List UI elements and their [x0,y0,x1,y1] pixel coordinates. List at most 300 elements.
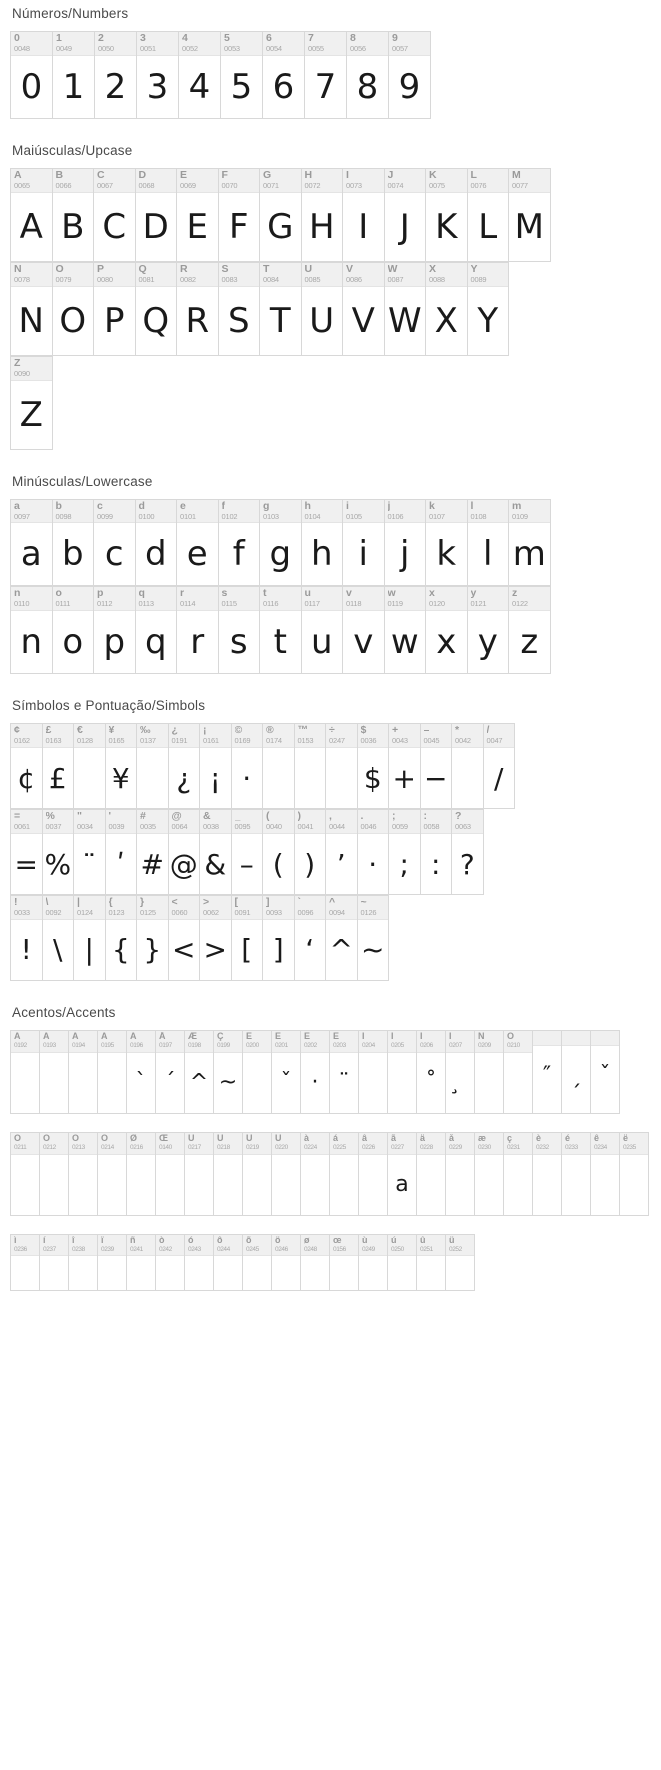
glyph-cell[interactable] [426,169,468,262]
glyph-cell[interactable] [452,724,484,809]
glyph-cell[interactable] [326,896,358,981]
glyph-cell[interactable] [11,724,43,809]
glyph-cell[interactable] [417,1133,446,1216]
glyph-cell[interactable] [620,1133,649,1216]
glyph-cell[interactable] [43,810,75,895]
glyph-cell[interactable] [263,810,295,895]
glyph-render: \ [53,933,63,967]
glyph-char-label: Ã [101,1031,108,1041]
glyph-char-label: £ [45,725,52,737]
glyph-render [137,748,168,808]
glyph-char-label: ë [623,1133,629,1143]
glyph-cell[interactable] [475,1031,504,1114]
glyph-render: z [520,622,539,663]
glyph-cell[interactable] [169,810,201,895]
glyph-render: U [309,300,335,341]
glyph-cell[interactable] [94,587,136,674]
glyph-render: O [59,300,87,341]
glyph-cell[interactable] [385,263,427,356]
glyph-render [11,1155,39,1215]
glyph-char-label: 3 [140,33,146,44]
glyph-cell-header [533,1133,561,1155]
glyph-code-label: 0075 [429,180,445,190]
glyph-cell[interactable] [185,1133,214,1216]
glyph-code-label: 0039 [108,822,125,832]
glyph-cell[interactable] [504,1133,533,1216]
glyph-render [98,1053,126,1113]
glyph-cell-header [106,724,137,748]
glyph-char-label: ì [14,1235,17,1245]
glyph-char-label: \ [45,897,49,908]
glyph-cell[interactable] [385,587,427,674]
glyph-cell[interactable] [302,169,344,262]
glyph-cell[interactable] [358,896,390,981]
glyph-render: ¨ [338,1070,350,1096]
glyph-char-label: A [14,169,22,181]
glyph-cell-header [388,1031,416,1053]
glyph-row [10,1132,649,1216]
glyph-cell[interactable] [200,724,232,809]
glyph-cell[interactable] [468,587,510,674]
glyph-char-label: Ê [304,1031,311,1041]
glyph-cell[interactable] [417,1235,446,1292]
glyph-cell-header [43,810,74,834]
glyph-cell[interactable] [295,724,327,809]
glyph-cell[interactable] [232,810,264,895]
glyph-cell[interactable] [11,1031,40,1114]
glyph-cell[interactable] [295,896,327,981]
glyph-cell-header [509,587,550,611]
glyph-render: P [103,300,125,341]
glyph-cell-header [260,169,301,193]
glyph-cell-header [219,263,260,287]
glyph-cell[interactable] [272,1133,301,1216]
glyph-render: ˇ [280,1070,292,1096]
glyph-cell[interactable] [185,1235,214,1292]
glyph-cell-header [214,1133,242,1155]
glyph-cell[interactable] [98,1031,127,1114]
glyph-char-label: { [108,897,113,908]
glyph-cell[interactable] [95,32,137,119]
glyph-char-label: ! [14,897,18,908]
glyph-char-label: ô [217,1235,223,1245]
glyph-cell[interactable] [11,169,53,262]
glyph-render: I [358,206,369,247]
glyph-char-label: è [536,1133,542,1143]
glyph-char-label: 2 [98,33,104,44]
glyph-cell[interactable] [295,810,327,895]
glyph-code-label: 0198 [188,1041,201,1049]
glyph-cell-header [385,263,426,287]
glyph-char-label: . [360,811,364,823]
glyph-char-label: Ì [362,1031,365,1041]
glyph-cell[interactable] [302,263,344,356]
glyph-cell-header [98,1235,126,1257]
glyph-cell[interactable] [94,500,136,587]
glyph-code-label: 0163 [45,736,62,746]
glyph-cell[interactable] [200,810,232,895]
glyph-render [69,1155,97,1215]
glyph-cell[interactable] [156,1133,185,1216]
glyph-cell[interactable] [219,500,261,587]
glyph-cell[interactable] [11,500,53,587]
glyph-char-label: ÷ [329,725,335,737]
glyph-render [156,1256,184,1290]
glyph-cell[interactable] [11,263,53,356]
glyph-char-label: q [138,588,145,600]
glyph-cell[interactable] [219,587,261,674]
glyph-code-label: 0205 [391,1041,404,1049]
glyph-code-label: 0108 [470,511,487,521]
glyph-cell[interactable] [358,724,390,809]
glyph-cell[interactable] [136,263,178,356]
glyph-cell[interactable] [343,500,385,587]
glyph-cell[interactable] [533,1031,562,1114]
glyph-cell[interactable] [74,896,106,981]
glyph-cell[interactable] [177,587,219,674]
glyph-code-label: 0110 [14,599,30,609]
glyph-cell[interactable] [243,1235,272,1292]
glyph-cell[interactable] [127,1031,156,1114]
glyph-cell-header [74,896,105,920]
glyph-cell[interactable] [426,500,468,587]
glyph-render [475,1155,503,1215]
glyph-char-label: j [387,500,391,512]
glyph-render: / [494,761,504,795]
glyph-render: e [186,534,208,575]
glyph-cell[interactable] [53,169,95,262]
glyph-char-label: à [304,1133,310,1143]
glyph-render [127,1155,155,1215]
glyph-cell[interactable] [330,1031,359,1114]
glyph-cell[interactable] [426,587,468,674]
glyph-cell-header [11,263,52,287]
glyph-render [388,1256,416,1290]
glyph-cell[interactable] [11,32,53,119]
glyph-code-label: 0098 [55,511,72,521]
glyph-cell[interactable] [260,587,302,674]
glyph-cell-header [620,1133,648,1155]
glyph-cell-header [69,1235,97,1257]
glyph-code-label: 0049 [56,44,72,53]
glyph-render: 8 [356,66,379,107]
glyph-char-label: © [234,725,243,737]
glyph-cell-header [177,587,218,611]
glyph-cell[interactable] [591,1031,620,1114]
glyph-cell[interactable] [417,1031,446,1114]
glyph-cell[interactable] [219,169,261,262]
glyph-render [69,1053,97,1113]
glyph-code-label: 0072 [304,180,321,190]
glyph-code-label: 0042 [455,736,471,746]
glyph-cell[interactable] [127,1133,156,1216]
glyph-cell[interactable] [43,724,75,809]
glyph-cell[interactable] [330,1133,359,1216]
glyph-cell[interactable] [260,263,302,356]
glyph-cell[interactable] [214,1133,243,1216]
glyph-cell-header [385,587,426,611]
glyph-cell[interactable] [69,1031,98,1114]
glyph-cell[interactable] [177,500,219,587]
glyph-char-label: B [55,169,64,181]
glyph-cell[interactable] [388,1235,417,1292]
glyph-cell[interactable] [302,587,344,674]
glyph-cell[interactable] [533,1133,562,1216]
glyph-cell[interactable] [106,724,138,809]
glyph-cell[interactable] [263,32,305,119]
section-title: Números/Numbers [12,6,129,21]
glyph-cell[interactable] [74,724,106,809]
glyph-cell[interactable] [169,896,201,981]
glyph-cell[interactable] [11,896,43,981]
glyph-cell[interactable] [232,896,264,981]
glyph-cell[interactable] [169,724,201,809]
glyph-cell[interactable] [468,263,510,356]
glyph-cell[interactable] [562,1133,591,1216]
glyph-render: ˏ [570,1063,582,1089]
glyph-cell[interactable] [389,724,421,809]
glyph-cell[interactable] [53,263,95,356]
glyph-char-label [565,1032,587,1043]
glyph-cell[interactable] [302,500,344,587]
glyph-code-label: 0102 [221,511,238,521]
glyph-cell[interactable] [243,1031,272,1114]
glyph-cell[interactable] [185,1031,214,1114]
glyph-cell[interactable] [43,896,75,981]
glyph-cell[interactable] [11,1133,40,1216]
glyph-cell-header [562,1133,590,1155]
glyph-cell-header [388,1235,416,1257]
glyph-cell[interactable] [106,810,138,895]
glyph-cell[interactable] [330,1235,359,1292]
glyph-cell-header [43,896,74,920]
glyph-cell[interactable] [326,810,358,895]
glyph-cell[interactable] [137,896,169,981]
glyph-cell[interactable] [389,810,421,895]
glyph-cell[interactable] [53,32,95,119]
glyph-cell[interactable] [260,169,302,262]
section-upcase [0,137,661,450]
glyph-code-label: 0119 [387,599,403,609]
section-title: Acentos/Accents [12,1004,116,1020]
glyph-cell-header [301,1133,329,1155]
glyph-char-label [594,1032,616,1043]
glyph-cell[interactable] [509,587,551,674]
glyph-char-label: Æ [188,1031,197,1041]
glyph-cell[interactable] [301,1031,330,1114]
glyph-render: Q [142,300,170,341]
glyph-cell[interactable] [446,1133,475,1216]
glyph-cell[interactable] [263,896,295,981]
glyph-cell[interactable] [11,810,43,895]
glyph-char-label: Ø [130,1133,138,1143]
glyph-cell[interactable] [219,263,261,356]
glyph-cell[interactable] [177,263,219,356]
glyph-cell[interactable] [11,1235,40,1292]
glyph-cell[interactable] [562,1031,591,1114]
glyph-cell[interactable] [221,32,263,119]
glyph-render: E [186,206,208,247]
glyph-cell[interactable] [127,1235,156,1292]
glyph-cell[interactable] [301,1235,330,1292]
glyph-cell[interactable] [179,32,221,119]
glyph-code-label: 0207 [449,1041,462,1049]
glyph-char-label: ' [108,811,111,823]
glyph-char-label: ¢ [14,725,20,737]
glyph-cell-header [94,500,135,524]
glyph-cell[interactable] [468,169,510,262]
glyph-code-label: 0045 [423,736,440,746]
glyph-cell-header [136,500,177,524]
glyph-char-label: P [97,263,105,275]
glyph-cell[interactable] [421,724,453,809]
glyph-render [417,1155,445,1215]
glyph-cell[interactable] [94,263,136,356]
glyph-char-label: ® [266,725,274,737]
glyph-cell[interactable] [232,724,264,809]
glyph-char-label: h [304,500,311,512]
glyph-code-label: 0099 [97,511,113,521]
glyph-cell[interactable] [260,500,302,587]
glyph-cell[interactable] [98,1235,127,1292]
glyph-cell[interactable] [69,1133,98,1216]
glyph-cell[interactable] [389,32,431,119]
glyph-cell[interactable] [136,587,178,674]
glyph-char-label: Á [43,1031,50,1041]
glyph-cell[interactable] [446,1235,475,1292]
glyph-cell[interactable] [509,169,551,262]
glyph-cell-header [330,1031,358,1053]
glyph-cell[interactable] [94,169,136,262]
glyph-cell[interactable] [243,1133,272,1216]
glyph-cell[interactable] [106,896,138,981]
glyph-cell[interactable] [69,1235,98,1292]
glyph-cell[interactable] [504,1031,533,1114]
glyph-cell[interactable] [156,1235,185,1292]
glyph-code-label: 0040 [266,822,282,832]
glyph-cell[interactable] [272,1031,301,1114]
glyph-cell-header [94,169,135,193]
glyph-render: R [185,300,210,341]
glyph-cell[interactable] [98,1133,127,1216]
glyph-cell-header [302,500,343,524]
glyph-cell-header [74,810,105,834]
glyph-cell[interactable] [509,500,551,587]
glyph-cell[interactable] [305,32,347,119]
glyph-cell[interactable] [359,1133,388,1216]
glyph-render [11,1256,39,1290]
glyph-cell[interactable] [156,1031,185,1114]
glyph-code-label: 0051 [140,44,156,53]
glyph-char-label: L [470,169,477,181]
glyph-code-label: 0094 [329,908,345,917]
glyph-cell[interactable] [40,1133,69,1216]
glyph-code-label: 0217 [188,1143,201,1151]
glyph-cell[interactable] [388,1031,417,1114]
glyph-cell[interactable] [385,169,427,262]
glyph-cell[interactable] [326,724,358,809]
glyph-cell[interactable] [272,1235,301,1292]
glyph-cell[interactable] [40,1235,69,1292]
glyph-row [10,809,484,895]
glyph-cell[interactable] [343,587,385,674]
glyph-cell[interactable] [452,810,484,895]
glyph-code-label: 0231 [507,1143,520,1151]
glyph-cell[interactable] [484,724,516,809]
glyph-char-label: n [14,588,21,600]
glyph-cell[interactable] [421,810,453,895]
glyph-cell-header [200,724,231,748]
glyph-render [591,1155,619,1215]
glyph-cell[interactable] [343,169,385,262]
glyph-char-label: Õ [72,1133,80,1143]
glyph-cell[interactable] [214,1031,243,1114]
glyph-render [301,1155,329,1215]
glyph-cell[interactable] [468,500,510,587]
glyph-cell[interactable] [446,1031,475,1114]
glyph-render [330,1155,358,1215]
glyph-cell[interactable] [385,500,427,587]
glyph-cell[interactable] [11,357,53,450]
glyph-render: ~ [218,1070,238,1096]
glyph-cell[interactable] [347,32,389,119]
glyph-cell[interactable] [358,810,390,895]
glyph-cell[interactable] [177,169,219,262]
glyph-render: m [512,534,546,575]
glyph-cell[interactable] [11,587,53,674]
glyph-code-label: 0052 [182,44,198,53]
glyph-cell[interactable] [426,263,468,356]
glyph-cell[interactable] [137,724,169,809]
glyph-cell-header [11,1235,39,1257]
glyph-cell[interactable] [53,587,95,674]
glyph-cell[interactable] [343,263,385,356]
glyph-cell[interactable] [263,724,295,809]
glyph-cell[interactable] [301,1133,330,1216]
glyph-cell-header [272,1031,300,1053]
glyph-cell[interactable] [475,1133,504,1216]
glyph-cell[interactable] [214,1235,243,1292]
glyph-cell[interactable] [53,500,95,587]
glyph-cell-header [200,810,231,834]
glyph-cell[interactable] [200,896,232,981]
glyph-render: ˇ [599,1063,611,1089]
glyph-code-label: 0161 [203,736,219,746]
glyph-cell[interactable] [40,1031,69,1114]
glyph-code-label: 0107 [429,511,445,521]
glyph-code-label: 0137 [140,736,156,746]
glyph-code-label: 0194 [72,1041,85,1049]
glyph-cell[interactable] [359,1235,388,1292]
glyph-render: ` [135,1070,147,1096]
glyph-cell[interactable] [136,500,178,587]
glyph-cell[interactable] [136,169,178,262]
glyph-cell-header [127,1133,155,1155]
glyph-cell[interactable] [74,810,106,895]
glyph-row [10,1030,620,1114]
glyph-code-label: 0103 [263,511,279,521]
glyph-cell[interactable] [591,1133,620,1216]
glyph-row [10,356,53,450]
glyph-cell[interactable] [388,1133,417,1216]
glyph-cell[interactable] [359,1031,388,1114]
glyph-code-label: 0114 [180,599,196,609]
glyph-cell[interactable] [137,32,179,119]
glyph-render: 2 [104,66,127,107]
glyph-cell-header [200,896,231,920]
glyph-char-label: é [565,1133,571,1143]
glyph-cell[interactable] [137,810,169,895]
